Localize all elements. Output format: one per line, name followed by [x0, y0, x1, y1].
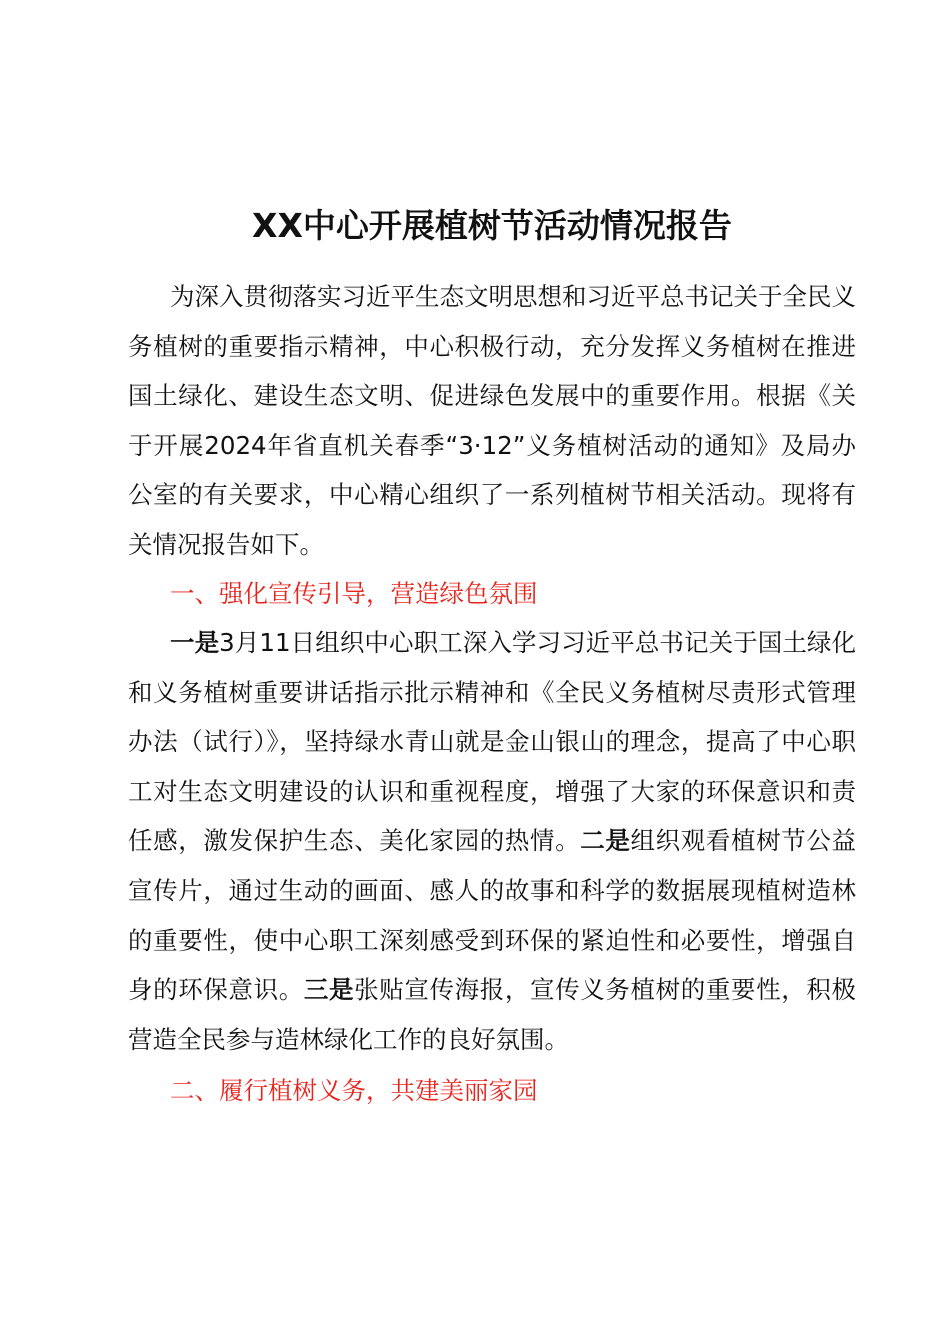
point-lead-1: 一是	[170, 628, 220, 657]
point-text-1: 3月11日组织中心职工深入学习习近平总书记关于国土绿化和义务植树重要讲话指示批示精神和《全民义务植树尽责形式管理办法（试行）》，坚持绿水青山就是金山银山的理念，提高了中心职工对生态文明建设的认识和重视程度，增强了大家的环保意识和责任感，激发保护生态、美化家园的热情。	[128, 628, 857, 856]
intro-paragraph: 为深入贯彻落实习近平生态文明思想和习近平总书记关于全民义务植树的重要指示精神，中心积极行动，充分发挥义务植树在推进国土绿化、建设生态文明、促进绿色发展中的重要作用。根据《关于开展2024年省直机关春季“3·12”义务植树活动的通知》及局办公室的有关要求，中心精心组织了一系列植树节相关活动。现将有关情况报告如下。	[128, 282, 856, 559]
point-text-3: 张贴宣传海报，宣传义务植树的重要性，积极营造全民参与造林绿化工作的良好氛围。	[128, 975, 856, 1054]
section-heading-2: 二、履行植树义务，共建美丽家园	[170, 1076, 538, 1105]
section-heading-1: 一、强化宣传引导，营造绿色氛围	[170, 579, 538, 608]
point-lead-3: 三是	[303, 975, 355, 1005]
point-lead-2: 二是	[580, 826, 631, 856]
section-1-paragraph	[128, 618, 856, 1064]
point-text-2: 组织观看植树节公益宣传片，通过生动的画面、感人的故事和科学的数据展现植树造林的重要性，使中心职工深刻感受到环保的紧迫性和必要性，增强自身的环保意识。	[128, 826, 856, 1005]
document-title: XX中心开展植树节活动情况报告	[252, 206, 732, 245]
